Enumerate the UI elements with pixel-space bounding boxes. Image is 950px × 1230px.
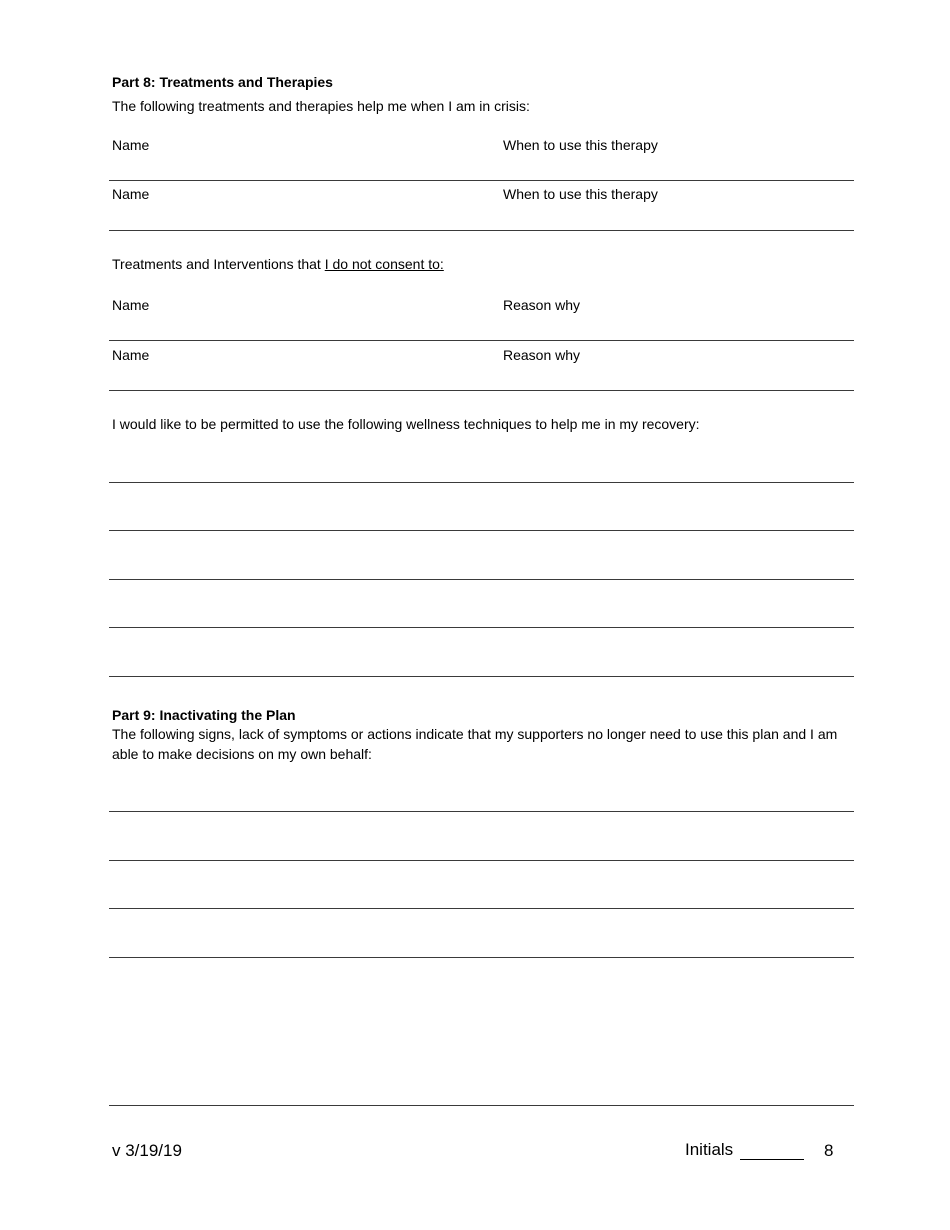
wellness-prompt: I would like to be permitted to use the following wellness techniques to help me in my recovery: — [112, 416, 700, 432]
part9-heading: Part 9: Inactivating the Plan — [112, 707, 296, 723]
part9-intro: The following signs, lack of symptoms or actions indicate that my supporters no longer need to use this plan and I am able to make decisions on my own behalf: — [112, 726, 838, 762]
inactivate-line-2[interactable] — [109, 860, 854, 861]
therapy-2-name-label: Name — [112, 186, 150, 202]
initials-label: Initials — [685, 1140, 734, 1159]
wellness-line-5[interactable] — [109, 676, 854, 677]
inactivate-line-3[interactable] — [109, 908, 854, 909]
therapy-1-fill-line[interactable] — [109, 180, 854, 181]
no-consent-1-fill-line[interactable] — [109, 340, 854, 341]
page-number: 8 — [824, 1141, 834, 1160]
no-consent-1-name-label: Name — [112, 297, 150, 313]
no-consent-2-reason-label: Reason why — [503, 347, 581, 363]
wellness-line-2[interactable] — [109, 530, 854, 531]
no-consent-underlined: I do not consent to: — [324, 256, 444, 272]
wellness-line-3[interactable] — [109, 579, 854, 580]
no-consent-heading — [112, 255, 444, 273]
wellness-line-4[interactable] — [109, 627, 854, 628]
part8-heading: Part 8: Treatments and Therapies — [112, 74, 333, 90]
no-consent-prefix: Treatments and Interventions that — [112, 256, 325, 272]
version-label: v 3/19/19 — [112, 1141, 182, 1160]
inactivate-line-4[interactable] — [109, 957, 854, 958]
therapy-2-when-label: When to use this therapy — [503, 186, 658, 202]
no-consent-1-reason-label: Reason why — [503, 297, 581, 313]
part8-intro: The following treatments and therapies help me when I am in crisis: — [112, 98, 530, 114]
no-consent-2-fill-line[interactable] — [109, 390, 854, 391]
therapy-2-fill-line[interactable] — [109, 230, 854, 231]
therapy-1-name-label: Name — [112, 137, 150, 153]
wellness-line-1[interactable] — [109, 482, 854, 483]
no-consent-2-name-label: Name — [112, 347, 150, 363]
therapy-1-when-label: When to use this therapy — [503, 137, 658, 153]
initials-field[interactable] — [740, 1159, 804, 1160]
footer-divider — [109, 1105, 854, 1106]
inactivate-line-1[interactable] — [109, 811, 854, 812]
